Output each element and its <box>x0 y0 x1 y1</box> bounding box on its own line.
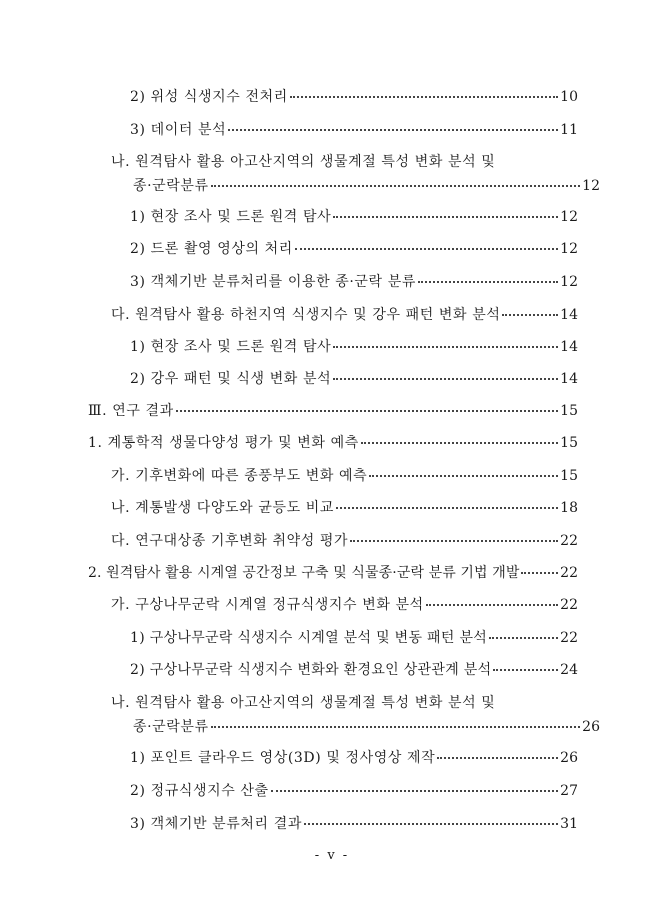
dot-leader <box>290 95 558 98</box>
toc-entry-first-line <box>111 694 578 712</box>
toc-entry-label: 가. 기후변화에 따른 종풍부도 변화 예측 <box>111 468 368 484</box>
toc-entry-label: 1) 현장 조사 및 드론 원격 탐사 <box>130 209 332 225</box>
toc-entry <box>130 208 578 226</box>
toc-entry <box>111 499 578 517</box>
toc-entry-label: 2. 원격탐사 활용 시계열 공간정보 구축 및 식물종·군락 분류 기법 개발 <box>88 565 520 581</box>
toc-entry-label: 1) 구상나무군락 식생지수 시계열 분석 및 변동 패턴 분석 <box>130 630 488 646</box>
dot-leader <box>333 377 558 380</box>
dot-leader <box>521 571 558 574</box>
toc-page-number: 12 <box>560 274 578 290</box>
dot-leader <box>489 636 558 639</box>
toc-page-number: 22 <box>560 597 578 613</box>
dot-leader <box>418 280 558 283</box>
toc-page-number: 24 <box>560 662 578 678</box>
toc-page-number: 12 <box>560 209 578 225</box>
toc-entry <box>130 121 578 139</box>
toc-page-number: 14 <box>560 371 578 387</box>
toc-entry-label: Ⅲ. 연구 결과 <box>88 403 174 419</box>
toc-entry <box>130 629 578 647</box>
toc-page-number: 18 <box>560 500 578 516</box>
toc-entry <box>130 661 578 679</box>
toc-page-number: 31 <box>560 816 578 832</box>
toc-entry <box>130 273 578 291</box>
toc-entry-second-line <box>111 718 600 736</box>
toc-entry <box>111 153 600 195</box>
toc-entry-label: 2) 구상나무군락 식생지수 변화와 환경요인 상관관계 분석 <box>130 662 492 678</box>
toc-entry-label: 3) 객체기반 분류처리를 이용한 종·군락 분류 <box>130 274 416 290</box>
toc-entry-label: 다. 연구대상종 기후변화 취약성 평가 <box>111 533 349 549</box>
dot-leader <box>333 215 558 218</box>
toc-entry <box>111 596 578 614</box>
dot-leader <box>211 725 581 728</box>
toc-page-number: 14 <box>560 307 578 323</box>
toc-page-number: 12 <box>582 178 600 194</box>
dot-leader <box>361 441 558 444</box>
toc-entry-label: 1. 계통학적 생물다양성 평가 및 변화 예측 <box>88 435 359 451</box>
dot-leader <box>304 822 558 825</box>
toc-page-number: 22 <box>560 565 578 581</box>
toc-entry-label: 3) 객체기반 분류처리 결과 <box>130 816 302 832</box>
dot-leader <box>502 313 558 316</box>
toc-entry <box>130 338 578 356</box>
dot-leader <box>295 247 558 250</box>
toc-page-number: 14 <box>560 339 578 355</box>
dot-leader <box>336 506 558 509</box>
toc-entry-label: 2) 정규식생지수 산출 <box>130 783 269 799</box>
toc-entry <box>130 88 578 106</box>
toc-entry-label: 2) 강우 패턴 및 식생 변화 분석 <box>130 371 332 387</box>
toc-entry <box>88 434 578 452</box>
dot-leader <box>271 789 559 792</box>
toc-entry-label: 2) 위성 식생지수 전처리 <box>130 89 288 105</box>
toc-page-number: 27 <box>560 783 578 799</box>
toc-page-number: 26 <box>582 719 600 735</box>
dot-leader <box>228 128 558 131</box>
toc-entry-label: 1) 포인트 클라우드 영상(3D) 및 정사영상 제작 <box>130 750 436 766</box>
dot-leader <box>369 474 558 477</box>
toc-entry-label: 2) 드론 촬영 영상의 처리 <box>130 241 293 257</box>
toc-page-number: 15 <box>560 468 578 484</box>
toc-entry <box>130 782 578 800</box>
toc-page-number: 15 <box>560 435 578 451</box>
toc-entry <box>111 467 578 485</box>
dot-leader <box>493 668 558 671</box>
toc-page-number: 22 <box>560 630 578 646</box>
toc-entry <box>111 694 600 736</box>
toc-entry-label-line1: 나. 원격탐사 활용 아고산지역의 생물계절 특성 변화 분석 및 <box>111 695 496 711</box>
dot-leader <box>211 184 581 187</box>
toc-page-number: 10 <box>560 89 578 105</box>
toc-entry-label: 다. 원격탐사 활용 하천지역 식생지수 및 강우 패턴 변화 분석 <box>111 307 501 323</box>
toc-entry <box>111 532 578 550</box>
toc-entry-label: 가. 구상나무군락 시계열 정규식생지수 변화 분석 <box>111 597 424 613</box>
dot-leader <box>426 603 558 606</box>
toc-entry-second-line <box>111 177 600 195</box>
toc-page-number: 12 <box>560 241 578 257</box>
toc-entry-label: 종·군락분류 <box>133 178 209 194</box>
toc-page-number: 22 <box>560 533 578 549</box>
toc-page-number: 26 <box>560 750 578 766</box>
toc-entry-label: 종·군락분류 <box>133 719 209 735</box>
toc-page-number: 11 <box>560 122 578 138</box>
dot-leader <box>176 409 558 412</box>
toc-entry-label: 1) 현장 조사 및 드론 원격 탐사 <box>130 339 332 355</box>
toc-entry-label: 나. 계통발생 다양도와 균등도 비교 <box>111 500 334 516</box>
toc-entry-label: 3) 데이터 분석 <box>130 122 227 138</box>
toc-entry <box>130 370 578 388</box>
toc-entry <box>130 815 578 833</box>
toc-entry <box>111 306 578 324</box>
toc-entry-first-line <box>111 153 578 171</box>
toc-entry <box>130 749 578 767</box>
toc-entry <box>130 240 578 258</box>
toc-entry <box>88 402 578 420</box>
dot-leader <box>437 756 558 759</box>
toc-entry <box>88 564 578 582</box>
dot-leader <box>350 539 558 542</box>
toc-page-number: 15 <box>560 403 578 419</box>
toc-entry-label-line1: 나. 원격탐사 활용 아고산지역의 생물계절 특성 변화 분석 및 <box>111 154 496 170</box>
dot-leader <box>333 345 558 348</box>
page-footer-number: - v - <box>314 848 350 863</box>
